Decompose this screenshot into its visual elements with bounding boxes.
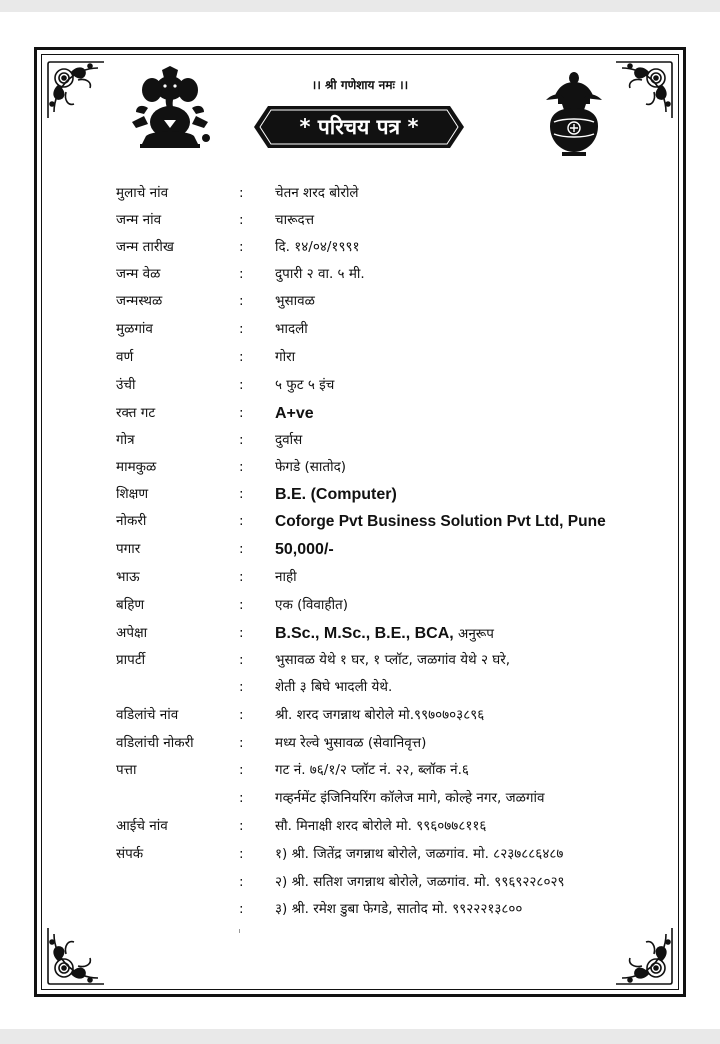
row-label: संपर्क [116,846,144,862]
row-label: शिक्षण [116,486,149,502]
row-value: B.E. (Computer) [275,486,397,503]
row-label: बहिण [116,597,145,613]
page-title: * परिचय पत्र * [299,115,419,139]
expectation-suffix: अनुरूप [458,626,494,642]
row-separator: : [239,679,244,695]
row-separator: : [239,293,244,309]
row-separator: : [239,790,244,806]
list-item [0,207,720,234]
row-separator: : [239,541,244,557]
list-item [0,536,720,563]
row-value: A+ve [275,405,314,422]
row-label: प्रापर्टी [116,652,146,668]
row-value: दुर्वास [275,432,303,448]
row-separator: : [239,377,244,393]
list-item [0,813,720,840]
ganesha-icon [122,66,218,150]
row-separator: : [239,185,244,201]
row-separator: : [239,459,244,475]
row-separator: : [239,212,244,228]
row-separator: : [239,513,244,529]
kalash-icon [540,72,608,158]
list-item [0,316,720,343]
row-value: दुपारी २ वा. ५ मी. [275,266,365,282]
row-label: मामकुळ [116,459,157,475]
row-separator: : [239,321,244,337]
row-separator: : [239,486,244,502]
row-separator: : [239,349,244,365]
row-separator: : [239,901,244,917]
row-value: भुसावळ येथे १ घर, १ प्लॉट, जळगांव येथे २ घरे, [275,652,511,668]
row-value: ३) श्री. रमेश डुबा फेगडे, सातोद मो. ९९२२२१३८०० [275,901,523,917]
list-item [0,261,720,288]
row-value: एक (विवाहीत) [275,597,349,613]
row-separator: : [239,735,244,751]
row-value: चेतन शरद बोरोले [275,185,359,201]
floral-corner-icon [44,924,108,988]
row-separator: : [239,239,244,255]
row-value: ५ फुट ५ इंच [275,377,335,393]
row-label: पत्ता [116,762,137,778]
row-separator: : [239,569,244,585]
list-item [0,180,720,207]
row-label: जन्म वेळ [116,266,161,282]
row-label: जन्म नांव [116,212,162,228]
row-separator: : [239,432,244,448]
row-separator: : [239,762,244,778]
list-item [0,508,720,535]
row-label: पगार [116,541,141,557]
list-item [0,647,720,674]
row-separator: : [239,405,244,421]
list-item [0,730,720,757]
row-value: Coforge Pvt Business Solution Pvt Ltd, Pune [275,513,606,530]
row-value: फेगडे (सातोद) [275,459,347,475]
floral-corner-icon [612,924,676,988]
row-separator: : [239,597,244,613]
row-value [275,620,494,648]
row-value: गट नं. ७६/१/२ प्लॉट नं. २२, ब्लॉक नं.६ [275,762,469,778]
row-label: जन्मस्थळ [116,293,163,309]
list-item [0,481,720,508]
row-separator: : [239,818,244,834]
list-item [0,592,720,619]
list-item [0,288,720,315]
row-separator: : [239,874,244,890]
row-label: मुळगांव [116,321,153,337]
row-separator: : [239,266,244,282]
list-item [0,757,720,784]
row-label: आईचे नांव [116,818,168,834]
row-value: भादली [275,321,308,337]
row-value: गोरा [275,349,296,365]
list-item [0,400,720,427]
row-label: नोकरी [116,513,147,529]
invocation-text: ।। श्री गणेशाय नमः ।। [311,78,409,92]
row-label: गोत्र [116,432,135,448]
row-separator: : [239,707,244,723]
row-value: गव्हर्नमेंट इंजिनियरिंग कॉलेज मागे, कोल्हे नगर, जळगांव [275,790,545,806]
row-label: वडिलांचे नांव [116,707,179,723]
row-value: 50,000/- [275,541,334,558]
row-value: चारूदत्त [275,212,315,228]
list-item [0,896,720,923]
row-label: वर्ण [116,349,134,365]
row-value: सौ. मिनाक्षी शरद बोरोले मो. ९९६०७७८११६ [275,818,487,834]
stray-mark [239,929,240,933]
list-item [0,841,720,868]
row-value: १) श्री. जितेंद्र जगन्नाथ बोरोले, जळगांव. मो. ८२३७८८६४८७ [275,846,564,862]
row-label: उंची [116,377,136,393]
list-item [0,702,720,729]
row-label: रक्त गट [116,405,156,421]
row-label: जन्म तारीख [116,239,174,255]
title-banner [254,106,464,148]
row-separator: : [239,846,244,862]
list-item [0,620,720,647]
row-label: मुलाचे नांव [116,185,169,201]
list-item [0,564,720,591]
expectation-degrees: B.Sc., M.Sc., B.E., BCA, [275,625,454,642]
row-value: भुसावळ [275,293,315,309]
row-value: मध्य रेल्वे भुसावळ (सेवानिवृत्त) [275,735,427,751]
list-item [0,869,720,896]
row-separator: : [239,625,244,641]
list-item [0,427,720,454]
row-separator: : [239,652,244,668]
row-value: नाही [275,569,297,585]
list-item [0,454,720,481]
row-value: दि. १४/०४/१९९१ [275,239,360,255]
list-item [0,785,720,812]
row-label: वडिलांची नोकरी [116,735,194,751]
row-value: २) श्री. सतिश जगन्नाथ बोरोले, जळगांव. मो. ९९६९२२८०२९ [275,874,565,890]
row-label: भाऊ [116,569,140,585]
list-item [0,344,720,371]
row-value: शेती ३ बिघे भादली येथे. [275,679,393,695]
list-item [0,234,720,261]
row-value: श्री. शरद जगन्नाथ बोरोले मो.९९७०७०३८९६ [275,707,485,723]
list-item [0,372,720,399]
list-item [0,674,720,701]
row-label: अपेक्षा [116,625,148,641]
